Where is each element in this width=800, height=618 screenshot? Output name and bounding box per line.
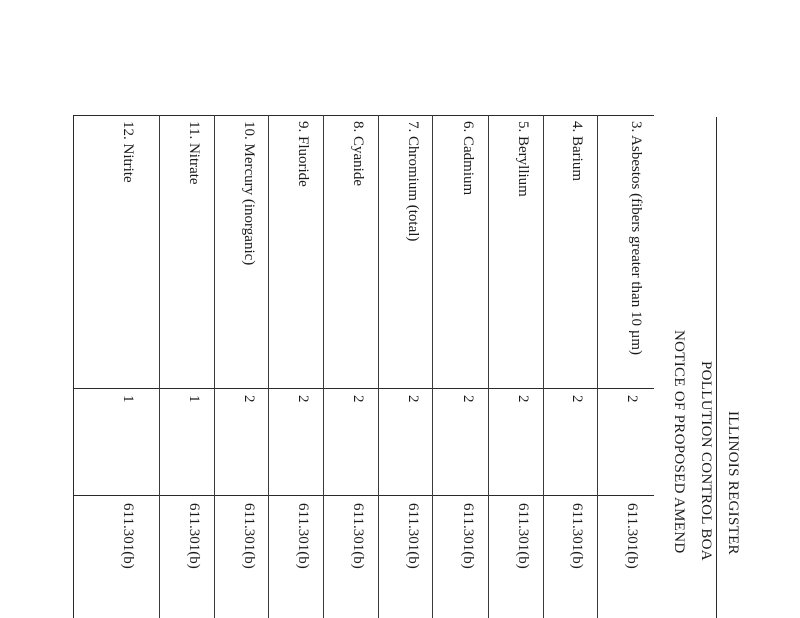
table-border-left [73,115,74,618]
row-divider [378,115,379,618]
contaminant-name: 8. Cyanide [350,121,366,186]
row-divider [543,115,544,618]
row-divider [159,115,160,618]
contaminant-name: 11. Nitrate [186,121,202,185]
column-divider-1 [73,388,654,389]
contaminant-section: 611.301(b) [460,503,476,569]
contaminant-code: 2 [405,395,421,403]
contaminant-name: 9. Fluoride [295,121,311,187]
contaminant-section: 611.301(b) [350,503,366,569]
contaminant-code: 1 [120,395,136,403]
contaminant-section: 611.301(b) [515,503,531,569]
contaminant-name: 3. Asbestos (fibers greater than 10 µm) [628,121,644,356]
contaminant-name: 6. Cadmium [460,121,476,196]
contaminant-name: 10. Mercury (inorganic) [241,121,257,266]
row-divider [323,115,324,618]
contaminant-section: 611.301(b) [186,503,202,569]
contaminant-name: 4. Barium [569,121,585,181]
board-title: POLLUTION CONTROL BOA [698,361,714,561]
register-title: ILLINOIS REGISTER [725,411,741,555]
contaminant-code: 2 [295,395,311,403]
table-border-top [73,115,654,116]
row-divider [268,115,269,618]
contaminant-section: 611.301(b) [295,503,311,569]
contaminant-code: 2 [350,395,366,403]
contaminant-code: 2 [515,395,531,403]
column-divider-2 [73,495,654,496]
contaminant-name: 5. Beryllium [515,121,531,197]
row-divider [597,115,598,618]
row-divider [214,115,215,618]
contaminant-section: 611.301(b) [569,503,585,569]
notice-title: NOTICE OF PROPOSED AMEND [671,330,687,554]
contaminant-section: 611.301(b) [120,503,136,569]
contaminant-name: 7. Chromium (total) [405,121,421,242]
contaminant-code: 2 [460,395,476,403]
contaminant-code: 2 [569,395,585,403]
contaminant-section: 611.301(b) [241,503,257,569]
contaminant-section: 611.301(b) [624,503,640,569]
contaminant-code: 1 [186,395,202,403]
contaminant-code: 2 [624,395,640,403]
contaminant-code: 2 [241,395,257,403]
contaminant-name: 12. Nitrite [120,121,136,183]
header-rule [716,117,717,618]
row-divider [488,115,489,618]
row-divider [432,115,433,618]
contaminant-section: 611.301(b) [405,503,421,569]
